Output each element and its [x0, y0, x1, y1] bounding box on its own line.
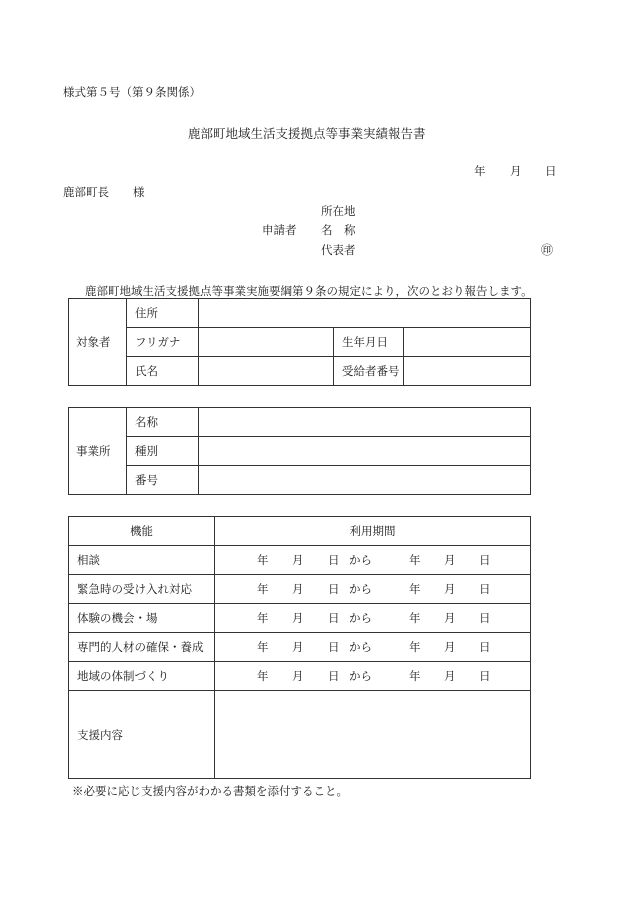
- office-name-row: [69, 408, 531, 437]
- office-number-field[interactable]: [199, 466, 531, 495]
- function-row: [69, 546, 531, 575]
- date-year: 年: [474, 164, 486, 178]
- applicant-name-label: 名 称: [321, 223, 356, 237]
- subject-name-field[interactable]: [199, 357, 334, 386]
- birthdate-label: 生年月日: [334, 328, 404, 357]
- period-field[interactable]: [215, 662, 531, 691]
- office-type-label: 種別: [127, 437, 199, 466]
- start-month: 月: [292, 553, 304, 567]
- location-label: 所在地: [321, 204, 356, 218]
- address-label: 住所: [127, 299, 199, 328]
- date-day: 日: [545, 164, 557, 178]
- end-year: 年: [409, 582, 421, 596]
- start-month: 月: [292, 611, 304, 625]
- birthdate-field[interactable]: [404, 328, 531, 357]
- address-field[interactable]: [199, 299, 531, 328]
- start-year: 年: [257, 669, 269, 683]
- subject-group-label: 対象者: [69, 299, 127, 386]
- support-content-row: [69, 691, 531, 779]
- end-day: 日: [479, 611, 491, 625]
- start-year: 年: [257, 553, 269, 567]
- function-row: [69, 604, 531, 633]
- start-year: 年: [257, 640, 269, 654]
- end-month: 月: [444, 553, 456, 567]
- start-month: 月: [292, 582, 304, 596]
- start-day: 日: [328, 611, 340, 625]
- subject-table: [68, 298, 531, 386]
- period-field[interactable]: [215, 604, 531, 633]
- end-year: 年: [409, 611, 421, 625]
- support-content-field[interactable]: [215, 691, 531, 779]
- subject-address-row: [69, 299, 531, 328]
- function-label: 地域の体制づくり: [69, 662, 215, 691]
- end-year: 年: [409, 553, 421, 567]
- furigana-label: フリガナ: [127, 328, 199, 357]
- office-name-label: 名称: [127, 408, 199, 437]
- function-table: [68, 516, 531, 779]
- date-month: 月: [510, 164, 522, 178]
- end-day: 日: [479, 553, 491, 567]
- end-month: 月: [444, 582, 456, 596]
- start-year: 年: [257, 611, 269, 625]
- end-month: 月: [444, 611, 456, 625]
- furigana-field[interactable]: [199, 328, 334, 357]
- from-word: から: [349, 669, 372, 683]
- start-day: 日: [328, 640, 340, 654]
- addressee-name: 鹿部町長: [63, 185, 109, 199]
- function-row: [69, 633, 531, 662]
- period-header: 利用期間: [215, 517, 531, 546]
- from-word: から: [349, 611, 372, 625]
- function-header-row: [69, 517, 531, 546]
- start-month: 月: [292, 669, 304, 683]
- support-content-label: 支援内容: [69, 691, 215, 779]
- end-day: 日: [479, 582, 491, 596]
- function-header: 機能: [69, 517, 215, 546]
- addressee-honorific: 様: [133, 185, 145, 199]
- representative-label: 代表者: [321, 243, 356, 257]
- function-label: 相談: [69, 546, 215, 575]
- end-day: 日: [479, 640, 491, 654]
- office-type-field[interactable]: [199, 437, 531, 466]
- page-title: 鹿部町地域生活支援拠点等事業実績報告書: [188, 126, 426, 141]
- office-type-row: [69, 437, 531, 466]
- end-year: 年: [409, 669, 421, 683]
- subject-name-row: [69, 357, 531, 386]
- start-year: 年: [257, 582, 269, 596]
- office-number-label: 番号: [127, 466, 199, 495]
- subject-furigana-row: [69, 328, 531, 357]
- from-word: から: [349, 582, 372, 596]
- start-month: 月: [292, 640, 304, 654]
- function-label: 緊急時の受け入れ対応: [69, 575, 215, 604]
- from-word: から: [349, 640, 372, 654]
- form-number: 様式第５号（第９条関係）: [63, 85, 201, 99]
- intro-text: 鹿部町地域生活支援拠点等事業実施要綱第９条の規定により，次のとおり報告します。: [85, 284, 533, 298]
- attachment-note: ※必要に応じ支援内容がわかる書類を添付すること。: [72, 784, 348, 798]
- end-month: 月: [444, 640, 456, 654]
- office-group-label: 事業所: [69, 408, 127, 495]
- end-year: 年: [409, 640, 421, 654]
- function-label: 体験の機会・場: [69, 604, 215, 633]
- period-field[interactable]: [215, 633, 531, 662]
- end-month: 月: [444, 669, 456, 683]
- start-day: 日: [328, 582, 340, 596]
- start-day: 日: [328, 669, 340, 683]
- recipient-number-label: 受給者番号: [334, 357, 404, 386]
- period-field[interactable]: [215, 575, 531, 604]
- applicant-label: 申請者: [262, 223, 297, 237]
- office-number-row: [69, 466, 531, 495]
- function-row: [69, 575, 531, 604]
- start-day: 日: [328, 553, 340, 567]
- end-day: 日: [479, 669, 491, 683]
- function-label: 専門的人材の確保・養成: [69, 633, 215, 662]
- from-word: から: [349, 553, 372, 567]
- office-table: [68, 407, 531, 495]
- subject-name-label: 氏名: [127, 357, 199, 386]
- function-row: [69, 662, 531, 691]
- period-field[interactable]: [215, 546, 531, 575]
- seal-mark: ㊞: [541, 243, 554, 257]
- office-name-field[interactable]: [199, 408, 531, 437]
- recipient-number-field[interactable]: [404, 357, 531, 386]
